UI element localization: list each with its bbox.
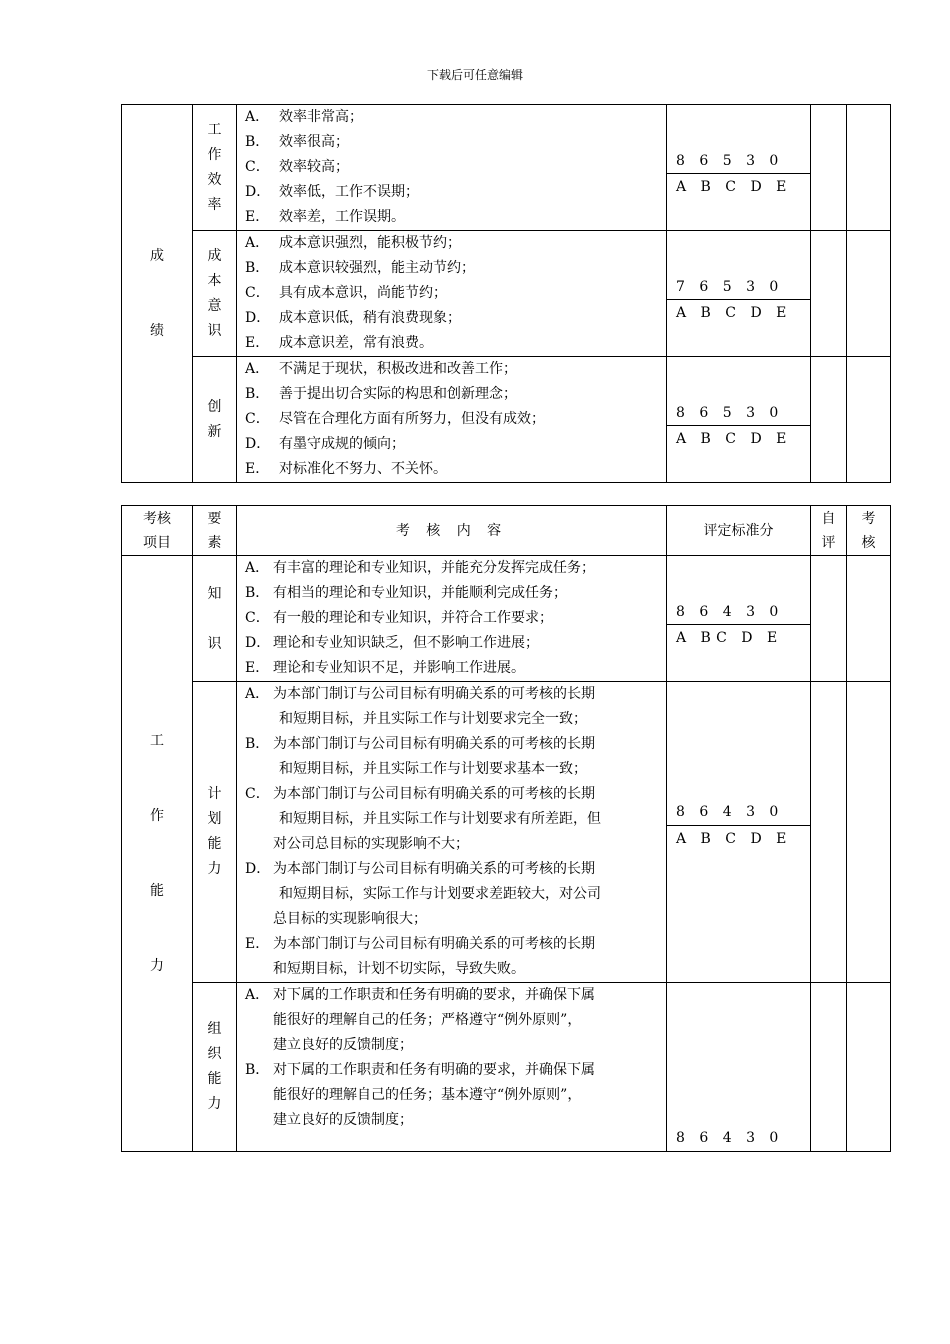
option-text: 有丰富的理论和专业知识，并能充分发挥完成任务； xyxy=(273,560,595,576)
option-line: 总目标的实现影响很大； xyxy=(273,911,427,927)
table-row xyxy=(122,556,891,682)
factor-char: 能 xyxy=(207,1071,222,1087)
option-letter: B． xyxy=(245,1062,270,1078)
score-values: 8 6 4 3 0 xyxy=(676,604,784,620)
option-text xyxy=(273,732,660,782)
header-text: 要 xyxy=(207,510,222,527)
option-text: 成本意识低，稍有浪费现象； xyxy=(279,310,461,326)
content-cell xyxy=(237,983,667,1152)
grade-letters: A B C D E xyxy=(676,179,792,195)
factor-char: 计 xyxy=(207,786,222,802)
factor-char: 成 xyxy=(207,247,222,264)
option-item xyxy=(245,606,660,631)
option-text xyxy=(273,983,660,1058)
table-row xyxy=(122,357,891,483)
option-line: 为本部门制订与公司目标有明确关系的可考核的长期 xyxy=(273,861,595,877)
factor-cell xyxy=(193,682,237,983)
option-item xyxy=(245,631,660,656)
content-cell xyxy=(237,556,667,682)
category-cell xyxy=(122,105,193,483)
option-text: 效率低，工作不误期； xyxy=(279,184,419,200)
factor-cell xyxy=(193,105,237,231)
score-divider xyxy=(667,173,810,174)
factor-cell xyxy=(193,556,237,682)
option-text: 尽管在合理化方面有所努力，但没有成效； xyxy=(279,411,545,427)
option-letter: A． xyxy=(245,560,270,576)
score-divider xyxy=(667,624,810,625)
score-cell xyxy=(667,556,811,682)
score-values: 8 6 5 3 0 xyxy=(676,405,784,421)
option-line: 和短期目标，实际工作与计划要求差距较大，对公司 xyxy=(279,886,601,902)
factor-cell xyxy=(193,231,237,357)
factor-char: 能 xyxy=(207,836,222,852)
option-item xyxy=(245,457,660,482)
option-text xyxy=(273,682,660,732)
option-line: 和短期目标，计划不切实际，导致失败。 xyxy=(273,961,525,977)
option-letter: E． xyxy=(245,660,270,676)
factor-char: 知 xyxy=(207,585,222,602)
option-item xyxy=(245,281,660,306)
category-char: 作 xyxy=(150,807,164,824)
header-factor xyxy=(193,506,237,556)
header-note: 下载后可任意编辑 xyxy=(426,68,523,82)
option-letter: E． xyxy=(245,461,270,477)
option-letter: D． xyxy=(245,635,271,651)
option-item xyxy=(245,105,660,130)
option-item xyxy=(245,407,660,432)
performance-table xyxy=(121,104,891,483)
grade-letters: A BC D E xyxy=(676,630,783,646)
option-item xyxy=(245,357,660,382)
option-letter: C． xyxy=(245,610,270,626)
header-review xyxy=(847,506,891,556)
review-cell[interactable] xyxy=(847,105,891,231)
option-text: 有墨守成规的倾向； xyxy=(279,436,405,452)
factor-char: 效 xyxy=(207,171,222,188)
option-letter: C． xyxy=(245,786,270,802)
category-char: 工 xyxy=(150,732,164,749)
option-item xyxy=(245,331,660,356)
content-cell xyxy=(237,231,667,357)
header-text: 考 xyxy=(861,510,876,527)
option-item xyxy=(245,231,660,256)
review-cell[interactable] xyxy=(847,556,891,682)
option-letter: A． xyxy=(245,987,270,1003)
factor-char: 力 xyxy=(207,861,222,877)
review-cell[interactable] xyxy=(847,983,891,1152)
option-item xyxy=(245,205,660,230)
option-item xyxy=(245,382,660,407)
option-item xyxy=(245,130,660,155)
option-letter: B． xyxy=(245,585,270,601)
option-item xyxy=(245,556,660,581)
factor-char: 组 xyxy=(207,1021,222,1037)
option-line: 对公司总目标的实现影响不大； xyxy=(273,836,469,852)
option-text: 有相当的理论和专业知识，并能顺利完成任务； xyxy=(273,585,567,601)
option-letter: B． xyxy=(245,260,270,276)
option-text: 成本意识较强烈，能主动节约； xyxy=(279,260,475,276)
option-letter: A． xyxy=(245,109,270,125)
option-item xyxy=(245,432,660,457)
option-letter: A． xyxy=(245,686,270,702)
option-letter: C． xyxy=(245,159,270,175)
factor-char: 织 xyxy=(207,1046,222,1062)
content-cell xyxy=(237,105,667,231)
option-letter: E． xyxy=(245,335,270,351)
option-item xyxy=(245,306,660,331)
review-cell[interactable] xyxy=(847,357,891,483)
score-divider xyxy=(667,825,810,826)
option-text: 效率很高； xyxy=(279,134,349,150)
option-letter: A． xyxy=(245,235,270,251)
table-row xyxy=(122,983,891,1152)
option-text: 善于提出切合实际的构思和创新理念； xyxy=(279,386,517,402)
option-letter: D． xyxy=(245,436,271,452)
option-line: 建立良好的反馈制度； xyxy=(273,1112,413,1128)
header-content: 考 核 内 容 xyxy=(237,506,667,556)
option-line: 和短期目标，并且实际工作与计划要求有所差距，但 xyxy=(279,811,601,827)
option-item xyxy=(245,782,660,857)
score-values: 8 6 4 3 0 xyxy=(676,804,784,820)
factor-char: 新 xyxy=(207,423,222,440)
self-eval-cell[interactable] xyxy=(811,556,847,682)
option-item xyxy=(245,180,660,205)
factor-cell xyxy=(193,983,237,1152)
header-self-eval xyxy=(811,506,847,556)
grade-letters: A B C D E xyxy=(676,305,792,321)
option-line: 能很好的理解自己的任务；严格遵守“例外原则”， xyxy=(273,1012,582,1028)
option-text: 有一般的理论和专业知识，并符合工作要求； xyxy=(273,610,553,626)
option-text: 对标准化不努力、不关怀。 xyxy=(279,461,447,477)
option-text: 效率非常高； xyxy=(279,109,363,125)
option-line: 建立良好的反馈制度； xyxy=(273,1037,413,1053)
option-letter: D． xyxy=(245,310,271,326)
header-text: 自 xyxy=(821,510,836,527)
option-letter: A． xyxy=(245,361,270,377)
review-cell[interactable] xyxy=(847,231,891,357)
factor-char: 作 xyxy=(207,146,222,163)
grade-letters: A B C D E xyxy=(676,831,792,847)
option-text: 理论和专业知识缺乏，但不影响工作进展； xyxy=(273,635,539,651)
option-line: 和短期目标，并且实际工作与计划要求基本一致； xyxy=(279,761,587,777)
header-score: 评定标准分 xyxy=(667,506,811,556)
header-text: 项目 xyxy=(143,534,171,551)
option-item xyxy=(245,656,660,681)
option-letter: C． xyxy=(245,411,270,427)
table-row xyxy=(122,105,891,231)
option-line: 为本部门制订与公司目标有明确关系的可考核的长期 xyxy=(273,736,595,752)
option-letter: E． xyxy=(245,936,270,952)
ability-table xyxy=(121,505,891,1152)
factor-char: 率 xyxy=(207,196,222,213)
score-cell xyxy=(667,231,811,357)
option-line: 和短期目标，并且实际工作与计划要求完全一致； xyxy=(279,711,587,727)
category-cell xyxy=(122,556,193,1152)
option-item xyxy=(245,256,660,281)
score-cell xyxy=(667,682,811,983)
header-text: 评 xyxy=(821,534,836,551)
option-line: 对下属的工作职责和任务有明确的要求，并确保下属 xyxy=(273,987,595,1003)
option-letter: D． xyxy=(245,861,271,877)
self-eval-cell[interactable] xyxy=(811,105,847,231)
option-letter: D． xyxy=(245,184,271,200)
option-letter: B． xyxy=(245,736,270,752)
option-line: 能很好的理解自己的任务；基本遵守“例外原则”， xyxy=(273,1087,582,1103)
option-item xyxy=(245,857,660,932)
factor-char: 工 xyxy=(207,121,222,138)
factor-char: 划 xyxy=(207,811,222,827)
score-cell xyxy=(667,357,811,483)
option-letter: B． xyxy=(245,134,270,150)
self-eval-cell[interactable] xyxy=(811,682,847,983)
option-item xyxy=(245,1058,660,1133)
option-line: 为本部门制订与公司目标有明确关系的可考核的长期 xyxy=(273,936,595,952)
self-eval-cell[interactable] xyxy=(811,231,847,357)
score-divider xyxy=(667,299,810,300)
content-cell xyxy=(237,682,667,983)
header-text: 素 xyxy=(207,534,222,551)
category-char: 绩 xyxy=(150,322,164,339)
header-text: 核 xyxy=(861,534,876,551)
option-text: 不满足于现状，积极改进和改善工作； xyxy=(279,361,517,377)
option-line: 为本部门制订与公司目标有明确关系的可考核的长期 xyxy=(273,786,595,802)
score-cell xyxy=(667,105,811,231)
factor-char: 识 xyxy=(207,322,222,339)
option-item xyxy=(245,682,660,732)
option-line: 对下属的工作职责和任务有明确的要求，并确保下属 xyxy=(273,1062,595,1078)
category-char: 能 xyxy=(150,882,164,899)
option-letter: E． xyxy=(245,209,270,225)
option-item xyxy=(245,932,660,982)
score-values: 8 6 4 3 0 xyxy=(676,1130,784,1146)
review-cell[interactable] xyxy=(847,682,891,983)
factor-char: 力 xyxy=(207,1096,222,1112)
option-text xyxy=(273,932,660,982)
score-values: 8 6 5 3 0 xyxy=(676,153,784,169)
option-item xyxy=(245,732,660,782)
option-item xyxy=(245,581,660,606)
header-item xyxy=(122,506,193,556)
option-text xyxy=(273,1058,660,1133)
table-row xyxy=(122,231,891,357)
option-text: 效率差，工作误期。 xyxy=(279,209,405,225)
score-values: 7 6 5 3 0 xyxy=(676,279,784,295)
header-text: 考核 xyxy=(143,510,171,527)
factor-cell xyxy=(193,357,237,483)
self-eval-cell[interactable] xyxy=(811,357,847,483)
grade-letters: A B C D E xyxy=(676,431,792,447)
option-text xyxy=(273,782,660,857)
factor-char: 意 xyxy=(207,297,222,314)
score-cell xyxy=(667,983,811,1152)
self-eval-cell[interactable] xyxy=(811,983,847,1152)
score-divider xyxy=(667,425,810,426)
content-cell xyxy=(237,357,667,483)
category-char: 成 xyxy=(150,247,164,264)
option-text: 成本意识差，常有浪费。 xyxy=(279,335,433,351)
category-char: 力 xyxy=(150,957,164,974)
table-row xyxy=(122,682,891,983)
option-text: 成本意识强烈，能积极节约； xyxy=(279,235,461,251)
option-text: 具有成本意识，尚能节约； xyxy=(279,285,447,301)
option-text: 理论和专业知识不足，并影响工作进展。 xyxy=(273,660,525,676)
option-line: 为本部门制订与公司目标有明确关系的可考核的长期 xyxy=(273,686,595,702)
factor-char: 识 xyxy=(207,635,222,652)
option-item xyxy=(245,983,660,1058)
option-text: 效率较高； xyxy=(279,159,349,175)
option-letter: C． xyxy=(245,285,270,301)
option-item xyxy=(245,155,660,180)
option-letter: B． xyxy=(245,386,270,402)
factor-char: 创 xyxy=(207,398,222,415)
factor-char: 本 xyxy=(207,272,222,289)
header-row xyxy=(122,506,891,556)
option-text xyxy=(273,857,660,932)
